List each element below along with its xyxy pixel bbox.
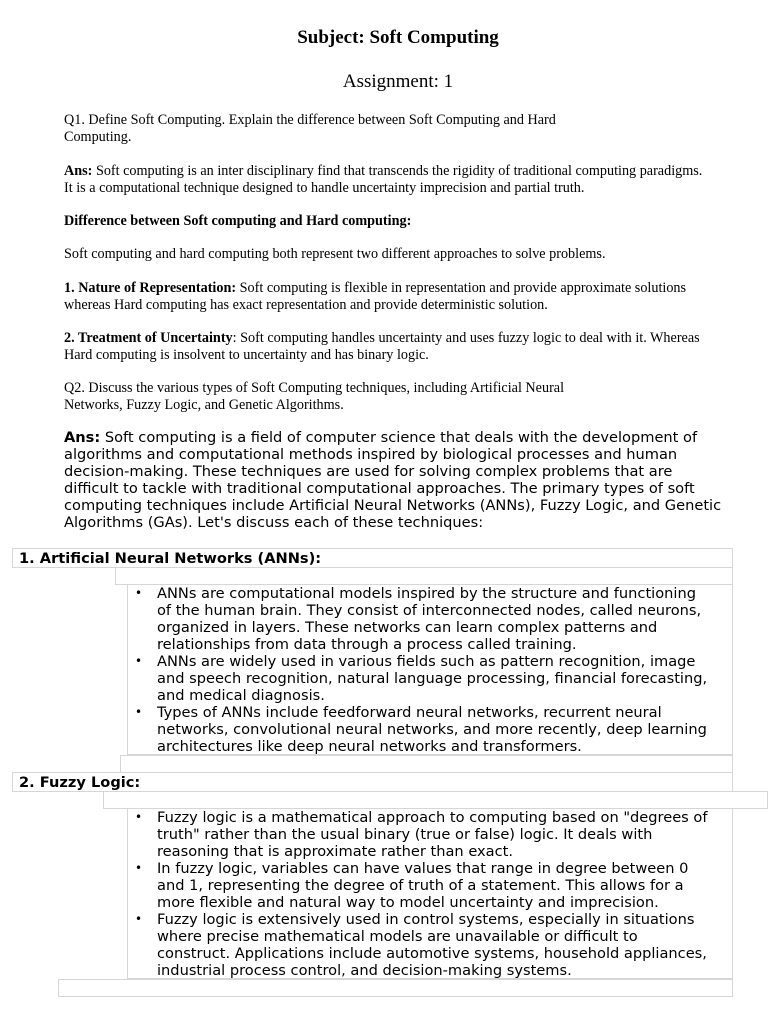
bullet-icon: • xyxy=(135,654,143,668)
list-item: • In fuzzy logic, variables can have values that range in degree between 0 and 1, representing the degree of truth of a statement. This allows for a more flexible and natural way to model uncertainty and imprecision. xyxy=(135,860,689,911)
point-2 xyxy=(64,330,714,364)
bullet-list-fuzzy xyxy=(130,809,710,979)
section-heading-fuzzy-text: 2. Fuzzy Logic: xyxy=(19,774,141,791)
list-item: • Fuzzy logic is a mathematical approach to computing based on "degrees of truth" rather than the usual binary (true or false) logic. It deals with reasoning that is approximate rather than exact. xyxy=(135,809,708,860)
table-spacer xyxy=(103,791,768,809)
q1-question: Q1. Define Soft Computing. Explain the difference between Soft Computing and Hard Computing. xyxy=(64,112,556,145)
point-1-text: Soft computing is flexible in representation and provide approximate solutions whereas Hard computing has exact representation and provide deterministic solution. xyxy=(64,280,687,313)
bullet-icon: • xyxy=(135,705,143,719)
bullet-icon: • xyxy=(135,861,143,875)
q2-ans-text: Soft computing is a field of computer science that deals with the development of algorithms and computational methods inspired by biological processes and human decision-making. These techniques are used for solving complex problems that are difficult to tackle with traditional computational approaches. The primary types of soft computing techniques include Artificial Neural Networks (ANNs), Fuzzy Logic, and Genetic Algorithms (GAs). Let's discuss each of these techniques: xyxy=(64,429,722,531)
q1-ans-text: Soft computing is an inter disciplinary find that transcends the rigidity of traditional computing paradigms. It is a computational technique designed to handle uncertainty imprecision and partial truth. xyxy=(64,163,703,196)
list-item: • ANNs are widely used in various fields such as pattern recognition, image and speech recognition, natural language processing, financial forecasting, and medical diagnosis. xyxy=(135,653,708,704)
list-item: • ANNs are computational models inspired by the structure and functioning of the human brain. They consist of interconnected nodes, called neurons, organized in layers. These networks can learn complex patterns and relationships from data through a process called training. xyxy=(135,585,702,653)
section-heading-anns-text: 1. Artificial Neural Networks (ANNs): xyxy=(19,550,322,567)
difference-heading-text: Difference between Soft computing and Hard computing: xyxy=(64,213,412,229)
table-spacer xyxy=(58,979,733,997)
difference-heading xyxy=(64,213,724,230)
section-heading-fuzzy xyxy=(12,772,733,792)
q2-ans-label: Ans: xyxy=(64,429,101,446)
bullet-icon: • xyxy=(135,586,143,600)
difference-intro: Soft computing and hard computing both represent two different approaches to solve problems. xyxy=(64,246,606,262)
point-1 xyxy=(64,280,694,314)
q2-question: Q2. Discuss the various types of Soft Computing techniques, including Artificial Neural Networks, Fuzzy Logic, and Genetic Algorithms. xyxy=(64,380,565,413)
point-2-text: : Soft computing handles uncertainty and uses fuzzy logic to deal with it. Whereas Hard computing is insolvent to uncertainty and has binary logic. xyxy=(64,330,700,363)
bullet-icon: • xyxy=(135,912,143,926)
bullet-list-anns xyxy=(130,585,710,755)
page-title: Subject: Soft Computing xyxy=(297,27,499,48)
list-item: • Fuzzy logic is extensively used in control systems, especially in situations where precise mathematical models are unavailable or difficult to construct. Applications include automotive systems, household appliances, industrial process control, and decision-making systems. xyxy=(135,911,707,979)
q2-answer xyxy=(64,429,726,531)
q1-ans-label: Ans: xyxy=(64,163,93,179)
table-spacer xyxy=(120,755,733,773)
table-spacer xyxy=(115,567,733,585)
section-heading-anns xyxy=(12,548,733,568)
bullet-icon: • xyxy=(135,810,143,824)
point-2-label: 2. Treatment of Uncertainty xyxy=(64,330,233,346)
list-item: • Types of ANNs include feedforward neural networks, recurrent neural networks, convolutional neural networks, and more recently, deep learning architectures like deep neural networks and transformers. xyxy=(135,704,707,755)
point-1-label: 1. Nature of Representation: xyxy=(64,280,237,296)
q1-answer xyxy=(64,163,714,197)
assignment-title: Assignment: 1 xyxy=(342,71,454,92)
